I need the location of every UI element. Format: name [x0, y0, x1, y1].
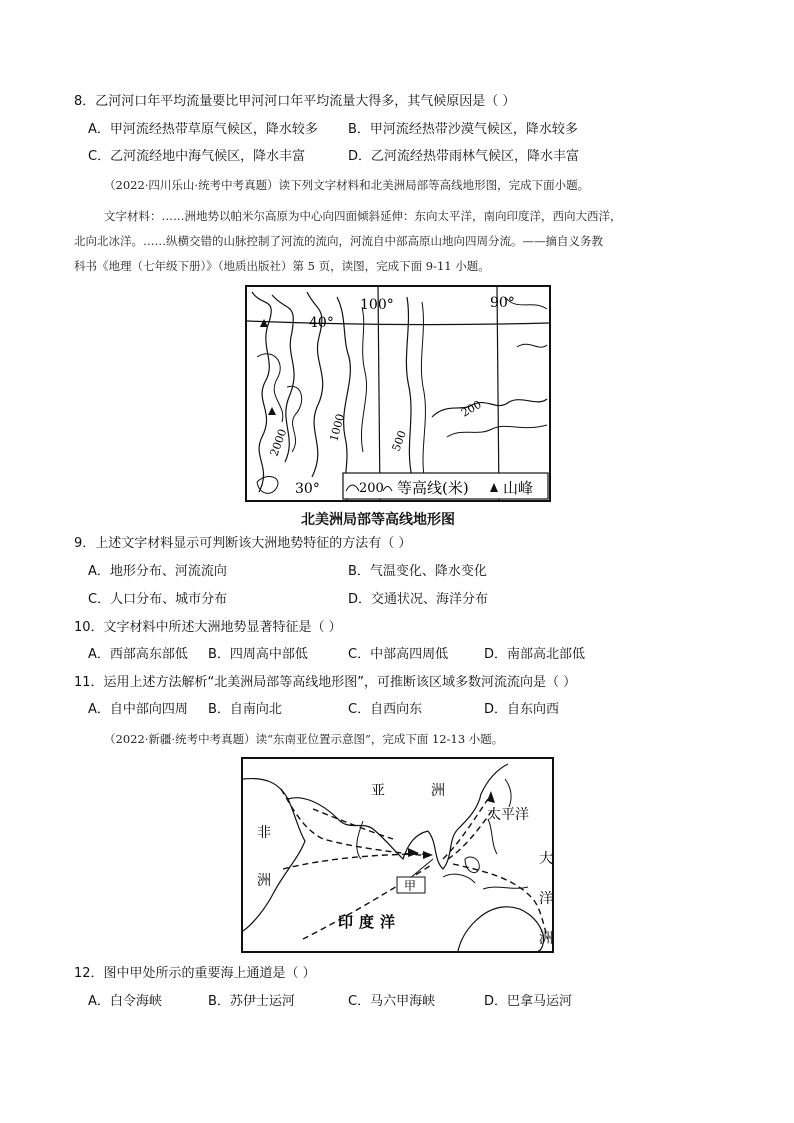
contour-500-line-2 [421, 302, 425, 482]
arrow-icon-3 [423, 851, 433, 859]
indonesia-island-1 [443, 874, 475, 883]
q8-option-c: C．乙河流经地中海气候区，降水丰富 [88, 149, 306, 164]
jia-pointer [409, 859, 433, 879]
africa-coast [243, 779, 305, 931]
material-line-1: 文字材料：……洲地势以帕米尔高原为中心向四面倾斜延伸：东向太平洋，南向印度洋，西向大西洋， [104, 209, 622, 223]
legend-contour-value: 200 [359, 481, 384, 496]
peak-icon [260, 319, 268, 327]
route-gulf [313, 809, 393, 839]
legend-peak-label: 山峰 [503, 479, 534, 497]
intro2-lead: （2022·新疆·统考中考真题）读“东南亚位置示意图”，完成下面 12-13 小题。 [104, 732, 504, 746]
taiwan-japan-island [505, 779, 511, 807]
q9-option-c: C．人口分布、城市分布 [88, 592, 228, 607]
q11-option-a: A．自中部向四周 [88, 702, 188, 717]
q12-option-c: C．马六甲海峡 [348, 994, 436, 1009]
q9-stem: 9．上述文字材料显示可判断该大洲地势特征的方法有（ ） [74, 536, 412, 551]
q11-stem: 11．运用上述方法解析“北美洲局部等高线地形图”，可推断该区域多数河流流向是（ ） [74, 675, 577, 690]
contour-map-svg [247, 287, 549, 500]
route-to-oceania [453, 864, 548, 939]
material-line-3: 科书《地理（七年级下册）》（地质出版社）第 5 页，读图，完成下面 9-11 小题。 [74, 259, 490, 273]
q11-option-b: B．自南向北 [208, 702, 282, 717]
oceania-label-b: 洋 [539, 891, 552, 907]
longitude-90-label: 90° [490, 295, 515, 311]
q10-option-c: C．中部高四周低 [348, 647, 449, 662]
intro1-lead: （2022·四川乐山·统考中考真题）读下列文字材料和北美洲局部等高线地形图，完成下面小题。 [104, 178, 590, 192]
asia-coast-1 [288, 798, 428, 859]
q9-option-d: D．交通状况、海洋分布 [348, 592, 489, 607]
sea-map-svg [243, 759, 552, 951]
q8-stem: 8．乙河河口年平均流量要比甲河河口年平均流量大得多，其气候原因是（ ） [74, 94, 516, 109]
route-africa [283, 854, 428, 869]
africa-label-a: 非 [257, 825, 271, 841]
q10-option-d: D．南部高北部低 [484, 647, 586, 662]
contour-e [517, 344, 547, 347]
latitude-30-label: 30° [295, 481, 320, 497]
q11-option-c: C．自西向东 [348, 702, 423, 717]
longitude-90-line [497, 287, 499, 500]
contour-500-label: 500 [389, 428, 410, 454]
arrow-icon-1 [408, 848, 419, 857]
q9-option-b: B．气温变化、降水变化 [348, 564, 487, 579]
latitude-40-line [247, 321, 549, 325]
asia-label-a: 亚 [371, 783, 385, 799]
asia-label-b: 洲 [431, 783, 445, 799]
oceania-label-c: 洲 [539, 931, 552, 947]
jia-label: 甲 [404, 879, 417, 893]
q12-option-b: B．苏伊士运河 [208, 994, 295, 1009]
q11-option-d: D．自东向西 [484, 702, 560, 717]
latitude-40-label: 40° [309, 315, 334, 331]
material-line-2: 北向北冰洋。……纵横交错的山脉控制了河流的流向，河流自中部高原山地向四周分流。——摘自义务教 [74, 234, 603, 248]
africa-label-b: 洲 [257, 873, 271, 889]
australia-coast [458, 907, 544, 951]
philippines-island [488, 819, 497, 854]
q12-option-d: D．巴拿马运河 [484, 994, 573, 1009]
q8-option-a: A．甲河流经热带草原气候区，降水较多 [88, 122, 318, 137]
north-america-contour-map [245, 285, 551, 502]
peak-icon-2 [268, 407, 276, 415]
q10-option-b: B．四周高中部低 [208, 647, 308, 662]
contour-2000-label: 2000 [267, 427, 290, 459]
indian-ocean-label: 印度洋 [338, 913, 402, 931]
q10-option-a: A．西部高东部低 [88, 647, 188, 662]
arrow-icon-2 [487, 791, 495, 803]
pacific-label: 太平洋 [487, 807, 529, 823]
q10-stem: 10．文字材料中所述大洲地势显著特征是（ ） [74, 620, 342, 635]
q9-option-a: A．地形分布、河流流向 [88, 564, 227, 579]
contour-200-line [432, 399, 547, 417]
q12-stem: 12．图中甲处所示的重要海上通道是（ ） [74, 966, 316, 981]
map1-caption: 北美洲局部等高线地形图 [301, 512, 455, 528]
longitude-100-line [378, 287, 380, 500]
southeast-asia-map [241, 757, 554, 953]
q12-option-a: A．白令海峡 [88, 994, 162, 1009]
q8-option-b: B．甲河流经热带沙漠气候区，降水较多 [348, 122, 578, 137]
oceania-label-a: 大 [539, 851, 552, 867]
contour-1000-line [337, 297, 350, 500]
contour-200-line-2 [447, 425, 547, 437]
contour-1000-line-2 [361, 307, 366, 452]
contour-200-label: 200 [459, 397, 484, 420]
contour-1000-label: 1000 [327, 412, 348, 443]
q8-option-d: D．乙河流经热带雨林气候区，降水丰富 [348, 149, 580, 164]
longitude-100-label: 100° [360, 297, 394, 313]
legend-contour-label: 等高线(米) [397, 479, 469, 497]
